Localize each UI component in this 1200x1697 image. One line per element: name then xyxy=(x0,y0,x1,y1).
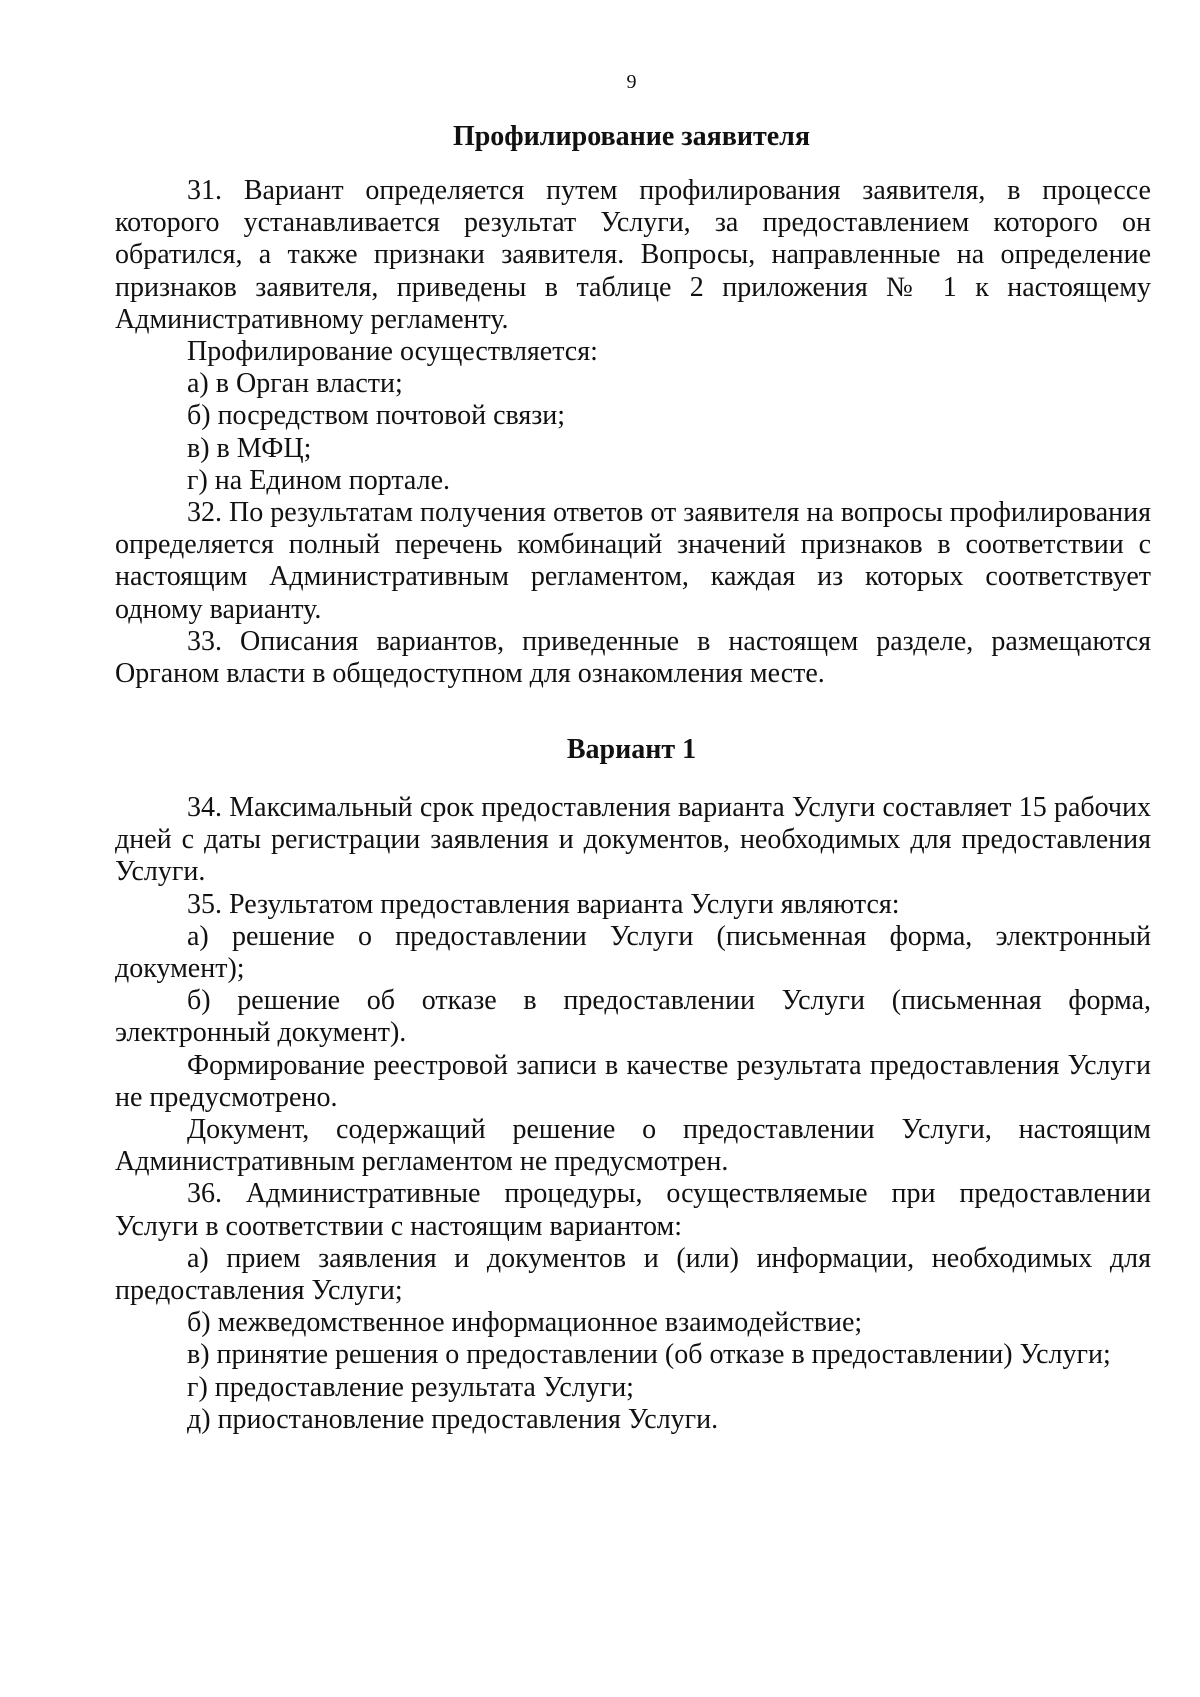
list-item: в) принятие решения о предоставлении (об отказе в предоставлении) Услуги; xyxy=(187,1339,1111,1371)
list-item: в) в МФЦ; xyxy=(187,432,312,464)
list-item: а) решение о предоставлении Услуги (письменная форма, электронный документ); xyxy=(115,920,1151,985)
list-item: а) в Орган власти; xyxy=(187,368,403,400)
section-body xyxy=(115,792,1151,1436)
list-item: г) на Едином портале. xyxy=(187,464,450,496)
paragraph: 32. По результатам получения ответов от заявителя на вопросы профилирования определяется полный перечень комбинаций значений признаков в соответствии с настоящим Административным регламентом, каждая из которых соответствует одному варианту. xyxy=(115,497,1151,625)
list-item: г) предоставление результата Услуги; xyxy=(187,1371,634,1403)
paragraph: Профилирование осуществляется: xyxy=(187,336,598,368)
section-body xyxy=(115,175,1151,690)
section-heading: Профилирование заявителя xyxy=(452,121,811,152)
paragraph: 35. Результатом предоставления варианта Услуги являются: xyxy=(187,888,900,920)
paragraph: Документ, содержащий решение о предоставлении Услуги, настоящим Административным регламентом не предусмотрен. xyxy=(115,1114,1151,1178)
list-item: б) решение об отказе в предоставлении Услуги (письменная форма, электронный документ). xyxy=(115,985,1151,1049)
paragraph: 36. Административные процедуры, осуществляемые при предоставлении Услуги в соответствии с настоящим вариантом: xyxy=(115,1178,1151,1242)
list-item: б) посредством почтовой связи; xyxy=(187,400,566,432)
paragraph: 31. Вариант определяется путем профилирования заявителя, в процессе которого устанавливается результат Услуги, за предоставлением которого он обратился, а также признаки заявителя. Вопросы, направленные на определение признаков заявителя, приведены в таблице 2 приложения № 1 к настоящему Административному регламенту. xyxy=(115,175,1151,335)
paragraph: Формирование реестровой записи в качестве результата предоставления Услуги не предусмотрено. xyxy=(115,1049,1151,1113)
page-number: 9 xyxy=(626,71,637,93)
list-item: а) прием заявления и документов и (или) информации, необходимых для предоставления Услуги; xyxy=(115,1242,1151,1307)
paragraph: 34. Максимальный срок предоставления варианта Услуги составляет 15 рабочих дней с даты регистрации заявления и документов, необходимых для предоставления Услуги. xyxy=(115,792,1151,888)
paragraph: 33. Описания вариантов, приведенные в настоящем разделе, размещаются Органом власти в общедоступном для ознакомления месте. xyxy=(115,625,1151,690)
section-heading: Вариант 1 xyxy=(566,734,697,765)
list-item: б) межведомственное информационное взаимодействие; xyxy=(187,1307,863,1339)
list-item: д) приостановление предоставления Услуги. xyxy=(187,1403,719,1435)
